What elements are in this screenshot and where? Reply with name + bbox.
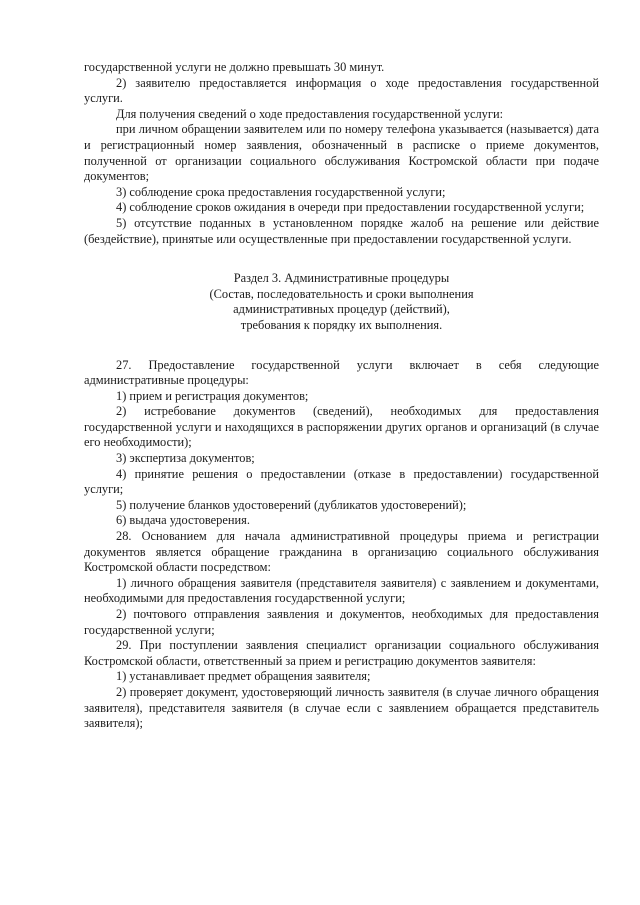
top-paragraph: государственной услуги не должно превышать 30 минут. — [84, 60, 385, 74]
body-paragraph: 6) выдача удостоверения. — [116, 513, 250, 528]
top-paragraph: 4) соблюдение сроков ожидания в очереди при предоставлении государственной услуги; — [116, 200, 585, 215]
top-paragraph: Для получения сведений о ходе предоставления государственной услуги: — [116, 106, 504, 121]
body-paragraph: 29. При поступлении заявления специалист организации социального обслуживания Костромской области, ответственный за прием и регистрацию документов заявителя: — [84, 638, 599, 668]
body-paragraph: 1) личного обращения заявителя (представителя заявителя) с заявлением и документами, необходимыми для предоставления государственной услуги; — [84, 575, 599, 606]
body-paragraph: 27. Предоставление государственной услуги включает в себя следующие административные процедуры: — [84, 357, 599, 388]
top-paragraph: 2) заявителю предоставляется информация о ходе предоставления государственной услуги. — [84, 75, 599, 106]
section-heading-line: административных процедур (действий), — [233, 302, 450, 317]
text-block-top — [84, 60, 599, 247]
section-heading-line: Раздел 3. Административные процедуры — [233, 271, 450, 286]
top-paragraph: 3) соблюдение срока предоставления государственной услуги; — [116, 184, 446, 199]
section-heading-line: требования к порядку их выполнения. — [240, 317, 443, 332]
body-paragraph: 5) получение бланков удостоверений (дубликатов удостоверений); — [116, 497, 467, 512]
body-paragraph: 1) прием и регистрация документов; — [116, 388, 309, 403]
body-paragraph: 2) почтового отправления заявления и документов, необходимых для предоставления государственной услуги; — [84, 607, 599, 637]
text-block-bottom — [84, 358, 599, 732]
body-paragraph: 2) истребование документов (сведений), необходимых для предоставления государственной услуги и находящихся в распоряжении других органов и организаций (в случае его необходимости); — [84, 404, 599, 450]
body-paragraph: 4) принятие решения о предоставлении (отказе в предоставлении) государственной услуги; — [84, 466, 599, 497]
body-paragraph: 28. Основанием для начала административной процедуры приема и регистрации документов является обращение гражданина в организацию социального обслуживания Костромской области посредством: — [84, 529, 599, 575]
top-paragraph: при личном обращении заявителем или по номеру телефона указывается (называется) дата и регистрационный номер заявления, обозначенный в расписке о приеме документов, полученной от организации социального обслуживания Костромской области при подаче документов; — [84, 122, 599, 184]
body-paragraph: 1) устанавливает предмет обращения заявителя; — [116, 669, 371, 684]
document-page — [84, 60, 599, 732]
body-paragraph: 2) проверяет документ, удостоверяющий личность заявителя (в случае личного обращения заявителя), представителя заявителя (в случае если с заявлением обращается представитель заявителя); — [84, 684, 599, 731]
section-heading-line: (Состав, последовательность и сроки выполнения — [209, 286, 474, 301]
section-heading — [84, 271, 599, 333]
top-paragraph: 5) отсутствие поданных в установленном порядке жалоб на решение или действие (бездействие), принятые или осуществленные при предоставлении государственной услуги. — [84, 215, 599, 246]
body-paragraph: 3) экспертиза документов; — [116, 451, 255, 466]
